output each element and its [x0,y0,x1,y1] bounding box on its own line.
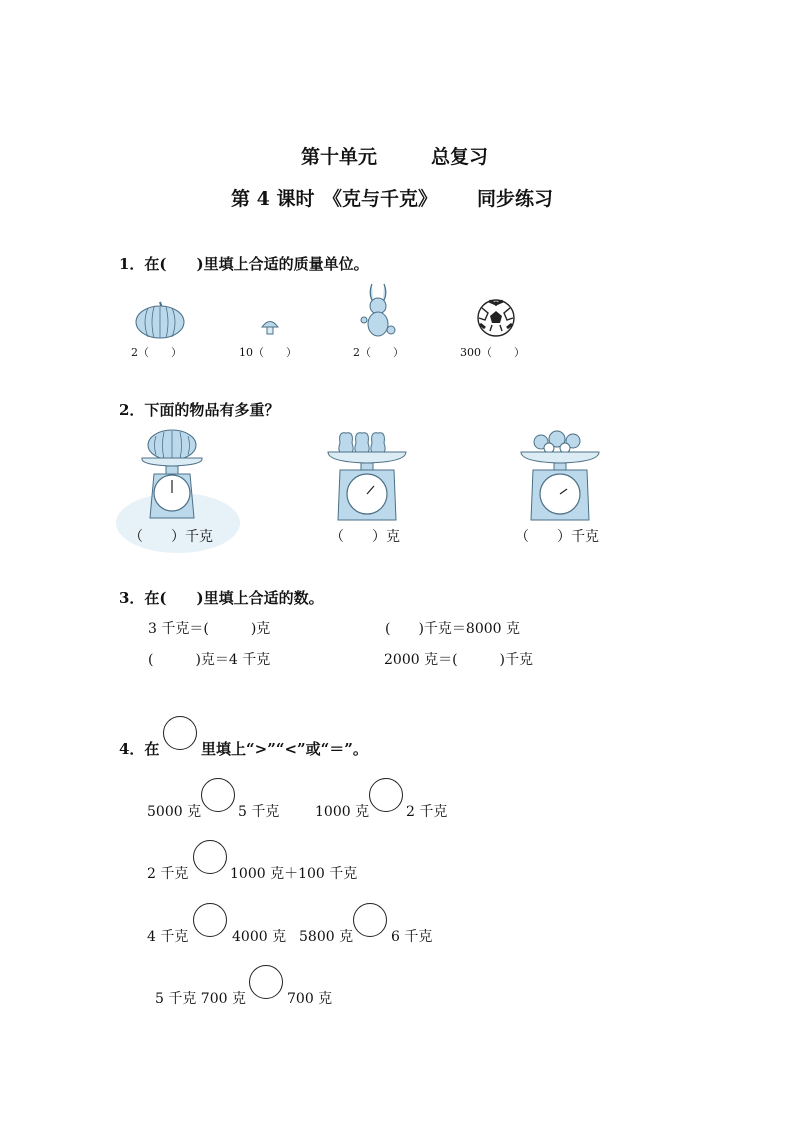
lesson-title: 第 4 课时 [231,188,315,210]
q1-label-pumpkin: 2（ ） [131,346,182,359]
vegetables-scale-icon [519,428,603,522]
pears-scale-icon [326,428,410,522]
question-1-title: 1．在( )里填上合适的质量单位。 [119,255,369,273]
q2-label-vegetables: （ ）千克 [515,529,599,545]
q4-item-5-right: 6 千克 [391,929,433,945]
q4-item-1-right: 5 千克 [238,804,280,820]
q3-item-2: ( )千克＝8000 克 [385,621,521,637]
answer-circle-2[interactable] [369,778,403,812]
soccer-ball-icon [476,298,516,338]
q4-item-2-left: 1000 克 [315,804,370,820]
q4-item-6-left: 5 千克 700 克 [155,991,246,1007]
q4-item-4-right: 4000 克 [232,929,287,945]
answer-circle-4[interactable] [193,903,227,937]
answer-circle-3[interactable] [193,840,227,874]
question-4-prefix: 4．在 [119,740,160,758]
question-3-title: 3．在( )里填上合适的数。 [119,589,324,607]
answer-circle-1[interactable] [201,778,235,812]
q2-label-pears: （ ）克 [330,529,400,545]
q4-item-1-left: 5000 克 [147,804,202,820]
q1-label-mushroom: 10（ ） [239,346,297,359]
q4-item-3-left: 2 千克 [147,866,189,882]
review-title: 总复习 [431,146,489,168]
q3-item-1: 3 千克＝( )克 [148,621,271,637]
unit-title: 第十单元 [301,146,378,168]
topic-title: 《克与千克》 [323,188,438,210]
q3-item-4: 2000 克＝( )千克 [384,652,534,668]
q4-item-4-left: 4 千克 [147,929,189,945]
rabbit-icon [358,282,400,340]
q1-label-ball: 300（ ） [460,346,525,359]
q4-item-5-left: 5800 克 [299,929,354,945]
q3-item-3: ( )克＝4 千克 [148,652,271,668]
answer-circle-example [163,716,197,750]
question-2-title: 2．下面的物品有多重？ [119,401,280,419]
mushroom-icon [261,318,279,336]
q1-label-rabbit: 2（ ） [353,346,404,359]
practice-title: 同步练习 [477,188,554,210]
pumpkin-icon [134,300,186,340]
q4-item-2-right: 2 千克 [406,804,448,820]
question-4-suffix: 里填上“>”“<”或“＝”。 [201,740,368,758]
answer-circle-6[interactable] [249,965,283,999]
q2-label-watermelon: （ ）千克 [129,529,213,545]
q4-item-3-right: 1000 克＋100 千克 [230,866,358,882]
q4-item-6-right: 700 克 [287,991,333,1007]
answer-circle-5[interactable] [353,903,387,937]
